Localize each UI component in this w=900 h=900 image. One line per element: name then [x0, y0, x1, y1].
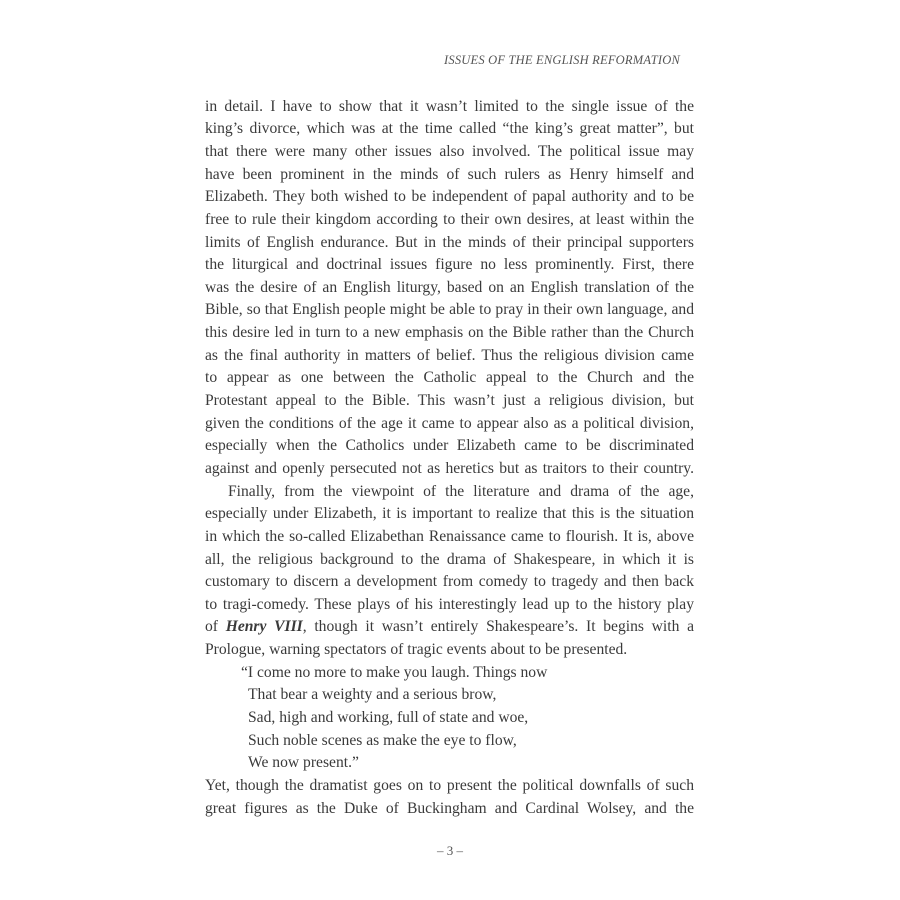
text-line: free to rule their kingdom according to their own desires, at least within the: [205, 210, 694, 228]
page-number: – 3 –: [437, 843, 463, 858]
text-line: great figures as the Duke of Buckingham and Cardinal Wolsey, and the: [205, 799, 694, 817]
text-line: to appear as one between the Catholic appeal to the Church and the: [205, 369, 694, 387]
quote-line: “I come no more to make you laugh. Things now: [241, 663, 548, 681]
quote-line: That bear a weighty and a serious brow,: [248, 686, 497, 704]
text-line: to tragi-comedy. These plays of his interestingly lead up to the history play: [205, 595, 694, 613]
text-line: in detail. I have to show that it wasn’t limited to the single issue of the: [205, 97, 694, 115]
text-line: as the final authority in matters of belief. Thus the religious division came: [205, 346, 694, 364]
text-line: given the conditions of the age it came to appear also as a political division,: [205, 414, 694, 432]
text-line: king’s divorce, which was at the time called “the king’s great matter”, but: [205, 120, 694, 138]
text-line: Prologue, warning spectators of tragic events about to be presented.: [205, 641, 628, 659]
text-line: especially when the Catholics under Elizabeth came to be discriminated: [205, 437, 694, 455]
running-header: ISSUES OF THE ENGLISH REFORMATION: [444, 53, 680, 67]
text-fragment: of: [205, 618, 226, 636]
text-line: against and openly persecuted not as heretics but as traitors to their country.: [205, 459, 694, 477]
text-line: Bible, so that English people might be able to pray in their own language, and: [205, 301, 694, 319]
text-line: this desire led in turn to a new emphasis on the Bible rather than the Church: [205, 324, 694, 342]
body-text: [205, 96, 694, 821]
text-line: [205, 616, 694, 639]
text-line: Elizabeth. They both wished to be independent of papal authority and to be: [205, 188, 694, 206]
text-line: customary to discern a development from comedy to tragedy and then back: [205, 573, 694, 591]
text-line: in which the so-called Elizabethan Renaissance came to flourish. It is, above: [205, 527, 694, 545]
text-line: that there were many other issues also involved. The political issue may: [205, 142, 694, 160]
play-title: Henry VIII: [225, 618, 303, 636]
text-line: Protestant appeal to the Bible. This wasn’t just a religious division, but: [205, 392, 694, 410]
quote-line: Such noble scenes as make the eye to flow,: [248, 731, 517, 749]
text-line: was the desire of an English liturgy, based on an English translation of the: [205, 278, 694, 296]
text-line: especially under Elizabeth, it is important to realize that this is the situation: [205, 505, 694, 523]
text-line: have been prominent in the minds of such rulers as Henry himself and: [205, 165, 694, 183]
text-line: all, the religious background to the drama of Shakespeare, in which it is: [205, 550, 694, 568]
text-line: Finally, from the viewpoint of the literature and drama of the age,: [228, 482, 694, 500]
text-line: limits of English endurance. But in the minds of their principal supporters: [205, 233, 694, 251]
text-line: Yet, though the dramatist goes on to present the political downfalls of such: [205, 776, 694, 794]
text-fragment: , though it wasn’t entirely Shakespeare’s. It begins with a: [302, 618, 695, 636]
quote-line: Sad, high and working, full of state and woe,: [248, 708, 529, 726]
quote-line: We now present.”: [248, 754, 359, 772]
text-line: the liturgical and doctrinal issues figure no less prominently. First, there: [205, 256, 694, 274]
